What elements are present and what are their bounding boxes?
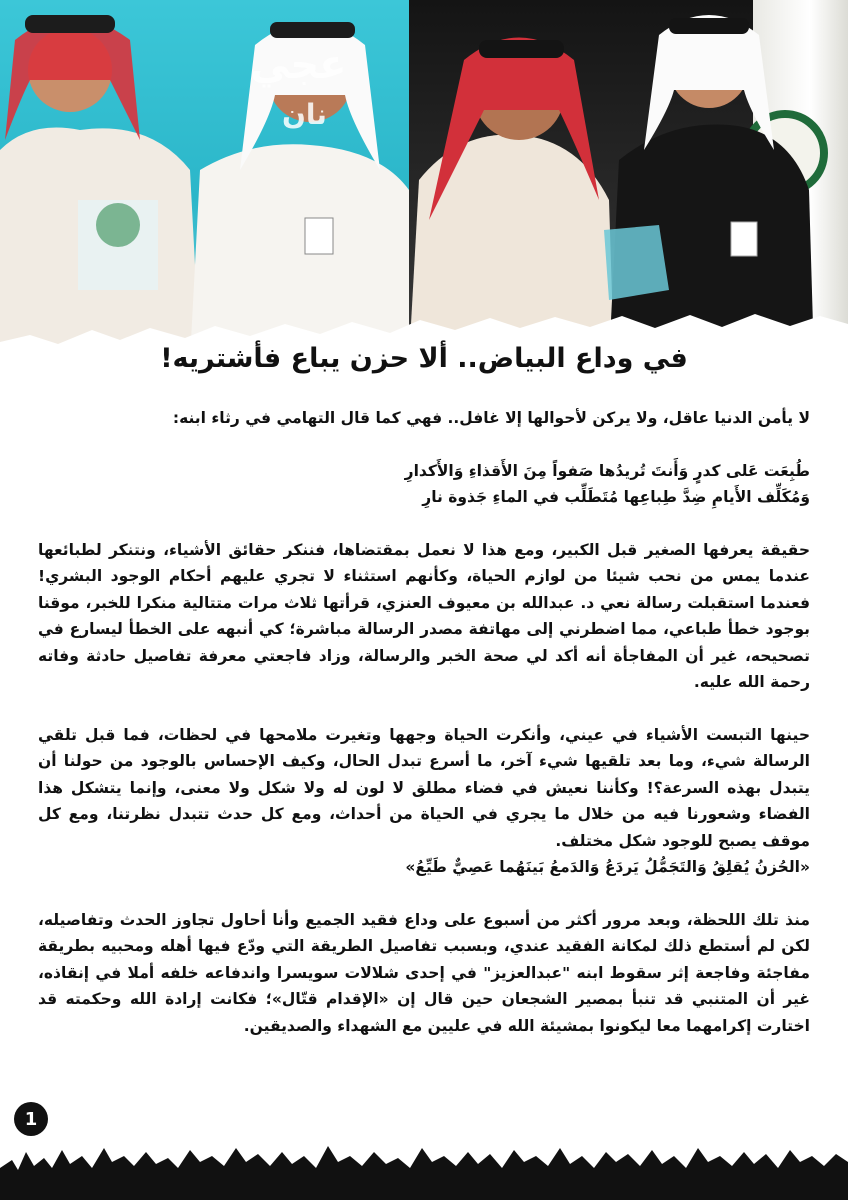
paragraph-3: منذ تلك اللحظة، وبعد مرور أكثر من أسبوع على وداع فقيد الجميع وأنا أحاول تجاوز الحدث وتفاصيله، لكن لم أستطع ذلك لمكانة الفقيد عندي، وبسبب تفاصيل الطريقة التي ودّع فيها أهله ومحبيه بطريقة مفاجئة وفاجعة إثر سقوط ابنه "عبدالعزيز" في إحدى شلالات سويسرا واندفاعه خلفه أملا في إنقاذه، غير أن المتنبي قد تنبأ بمصير الشجعان حين قال إن «الإقدام قتّال»؛ فكانت إرادة الله وحكمته قد اختارت إكرامهما معا ليكونوا بمشيئة الله في عليين مع الشهداء والصديقين.	[38, 910, 810, 1035]
banner-text-fragment-2: نان	[282, 98, 327, 131]
grass-silhouette-footer	[0, 1130, 848, 1200]
article-intro: لا يأمن الدنيا عاقل، ولا يركن لأحوالها إلا غافل.. فهي كما قال التهامي في رثاء ابنه:	[172, 409, 810, 427]
verse-2: «الحُزنُ يُقلِقُ وَالتَجَمُّلُ يَردَعُ وَالدَمعُ بَينَهُما عَصِيٌّ طَيِّعُ»	[405, 858, 810, 876]
paragraph-2: حينها التبست الأشياء في عيني، وأنكرت الحياة وجهها وتغيرت ملامحها في لحظات، فما قبل تلقي الرسالة شيء، وما بعد تلقيها شيء آخر، ما أسرع تبدل الحال، وكيف الإحساس بالوجود من حولنا أن يتبدل بهذه السرعة؟! وكأننا نعيش في فضاء مطلق لا لون له ولا شكل ولا معنى، وإنما يتشكل هذا الفضاء وشعورنا فيه من خلال ما يجري في الحياة من أحداث، ومع كل حدث تتبدل نظرتنا، ومع كل موقف يصبح للوجود شكل مختلف.	[38, 725, 810, 850]
verse-1-line-1: طُبِعَت عَلى كدرٍ وَأَنتَ تُريدُها صَفواً مِنَ الأَقذاءِ وَالأَكدارِ	[404, 461, 810, 480]
article-title: في وداع البياض.. ألا حزن يباع فأشتريه!	[160, 343, 688, 374]
banner-text-fragment: عجي	[250, 42, 347, 88]
paragraph-1: حقيقة يعرفها الصغير قبل الكبير، ومع هذا لا نعمل بمقتضاها، فننكر حقائق الأشياء، ونتنكر لطبائعها عندما يمس من نحب شيئا من لوازم الحياة، وكأنهم استثناء لا تجري عليهم أحكام الوجود البشري! فعندما استقبلت رسالة نعي د. عبدالله بن معيوف العنزي، قرأتها ثلاث مرات متتالية منكرا للخبر، موقنا بوجود خطأ طباعي، مما اضطرني إلى مهاتفة مصدر الرسالة مباشرة؛ كي أنبهه على الخطأ ليسارع في تصحيحه، غير أن المفاجأة أنه أكد لي صحة الخبر والرسالة، وزاد فاجعتي معرفة تفاصيل حادثة وفاته رحمة الله عليه.	[38, 540, 810, 691]
page-number-badge: 1	[14, 1102, 48, 1136]
verse-1-line-2: وَمُكَلِّف الأَيامِ ضِدَّ طِباعِها مُتَطَلِّب في الماءِ جَذوة نارِ	[422, 488, 810, 506]
article-body	[38, 405, 810, 1039]
